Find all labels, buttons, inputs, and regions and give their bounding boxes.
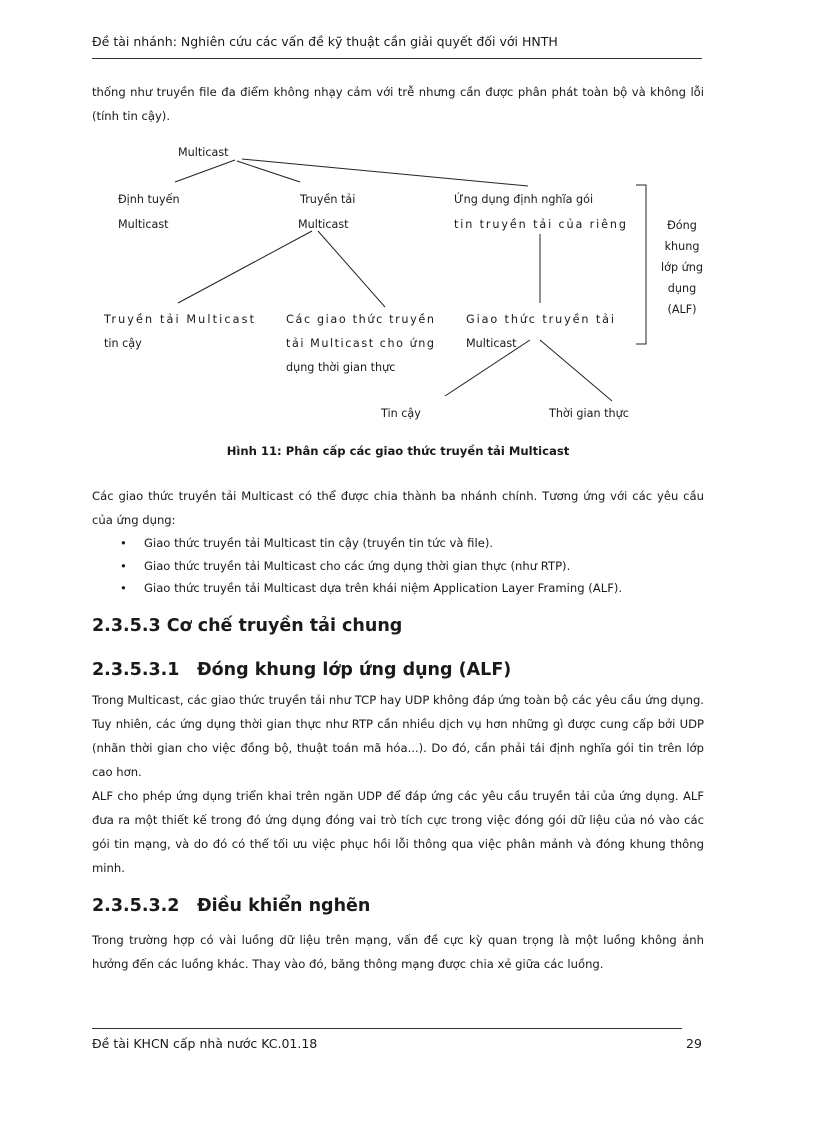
section-number: 2.3.5.3 — [92, 616, 161, 636]
diagram-branch3-line2: tin truyền tải của riêng — [454, 218, 626, 231]
diagram-leaf2-line1: Các giao thức truyền — [286, 313, 434, 326]
diagram-branch2-line1: Truyền tải — [300, 193, 356, 206]
bullet-icon: • — [120, 536, 127, 550]
line-root-branch1 — [175, 160, 235, 182]
diagram-side-label-5: (ALF) — [667, 303, 697, 316]
section-title: Điều khiển nghẽn — [197, 896, 371, 916]
line-leaf3-sub2 — [540, 340, 612, 401]
diagram-branch1-line1: Định tuyến — [118, 193, 180, 206]
alf-paragraph-2: ALF cho phép ứng dụng triển khai trên ngăn UDP để đáp ứng các yêu cầu truyền tải của ứng dụng. ALF đưa ra một thiết kế trong đó ứng dụng đóng vai trò tích cực trong việc đóng gói dữ liệu của nó vào các gói tin mạng, và do đó có thể tối ưu việc phục hồi lỗi thông qua việc phân mảnh và đóng khung thông minh. — [92, 789, 704, 875]
footer-text: Đề tài KHCN cấp nhà nước KC.01.18 — [92, 1036, 318, 1051]
section-heading-2-3-5-3-2 — [92, 896, 370, 916]
bullet-icon: • — [120, 581, 127, 595]
line-branch2-leaf2 — [318, 231, 385, 307]
intro-paragraph: thống như truyền file đa điểm không nhạy cảm với trễ nhưng cần được phân phát toàn bộ và không lỗi (tính tin cậy). — [92, 85, 704, 123]
list-item — [92, 532, 704, 555]
diagram-leaf2-line3: dụng thời gian thực — [286, 361, 396, 374]
section-title: Cơ chế truyền tải chung — [166, 616, 403, 636]
diagram-sub1: Tin cậy — [381, 407, 421, 420]
branches-paragraph: Các giao thức truyền tải Multicast có thể được chia thành ba nhánh chính. Tương ứng với các yêu cầu của ứng dụng: — [92, 489, 704, 527]
alf-bracket — [636, 185, 646, 344]
diagram-leaf3-line2: Multicast — [466, 337, 517, 350]
diagram-sub2: Thời gian thực — [549, 407, 629, 420]
list-item — [92, 555, 704, 578]
bullet-text: Giao thức truyền tải Multicast dựa trên khái niệm Application Layer Framing (ALF). — [144, 581, 623, 595]
line-branch2-leaf1 — [178, 231, 312, 303]
bullet-text: Giao thức truyền tải Multicast cho các ứng dụng thời gian thực (như RTP). — [144, 558, 571, 573]
multicast-hierarchy-diagram — [0, 0, 816, 440]
congestion-paragraph: Trong trường hợp có vài luồng dữ liệu trên mạng, vấn đề cực kỳ quan trọng là một luồng không ảnh hưởng đến các luồng khác. Thay vào đó, băng thông mạng được chia xẻ giữa các luồng. — [92, 933, 704, 971]
section-heading-2-3-5-3 — [92, 616, 402, 636]
diagram-branch2-line2: Multicast — [298, 218, 349, 231]
diagram-root: Multicast — [178, 146, 229, 159]
section-number: 2.3.5.3.2 — [92, 896, 180, 916]
diagram-side-label-1: Đóng — [667, 219, 697, 232]
alf-paragraph-1: Trong Multicast, các giao thức truyền tải như TCP hay UDP không đáp ứng toàn bộ các yêu cầu ứng dụng. Tuy nhiên, các ứng dụng thời gian thực như RTP cần nhiều dịch vụ hơn những gì được cung cấp bởi UDP (nhãn thời gian cho việc đồng bộ, thuật toán mã hóa...). Do đó, cần phải tái định nghĩa gói tin trên lớp cao hơn. — [92, 693, 704, 779]
list-item — [92, 577, 704, 600]
diagram-side-label-3: lớp ứng — [661, 261, 703, 274]
bullet-list — [92, 532, 704, 600]
diagram-branch1-line2: Multicast — [118, 218, 169, 231]
figure-caption: Hình 11: Phân cấp các giao thức truyền tải Multicast — [226, 444, 570, 458]
diagram-branch3-line1: Ứng dụng định nghĩa gói — [454, 193, 594, 206]
line-root-branch2 — [237, 161, 300, 182]
diagram-leaf1-line2: tin cậy — [104, 337, 142, 350]
section-heading-2-3-5-3-1 — [92, 660, 511, 680]
bullet-text: Giao thức truyền tải Multicast tin cậy (truyền tin tức và file). — [144, 536, 494, 550]
diagram-leaf3-line1: Giao thức truyền tải — [466, 313, 614, 326]
section-number: 2.3.5.3.1 — [92, 660, 180, 680]
page-number: 29 — [686, 1036, 702, 1051]
diagram-side-label-4: dụng — [667, 282, 697, 295]
alf-paragraphs — [92, 688, 704, 880]
diagram-side-label-2: khung — [664, 240, 700, 253]
bullet-icon: • — [120, 558, 127, 573]
diagram-leaf1-line1: Truyền tải Multicast — [104, 313, 254, 326]
footer-rule — [92, 1028, 682, 1029]
section-title: Đóng khung lớp ứng dụng (ALF) — [197, 660, 512, 680]
running-header: Đề tài nhánh: Nghiên cứu các vấn đề kỹ thuật cần giải quyết đối với HNTH — [92, 34, 558, 49]
diagram-leaf2-line2: tải Multicast cho ứng — [286, 337, 434, 350]
line-root-branch3 — [242, 159, 528, 186]
